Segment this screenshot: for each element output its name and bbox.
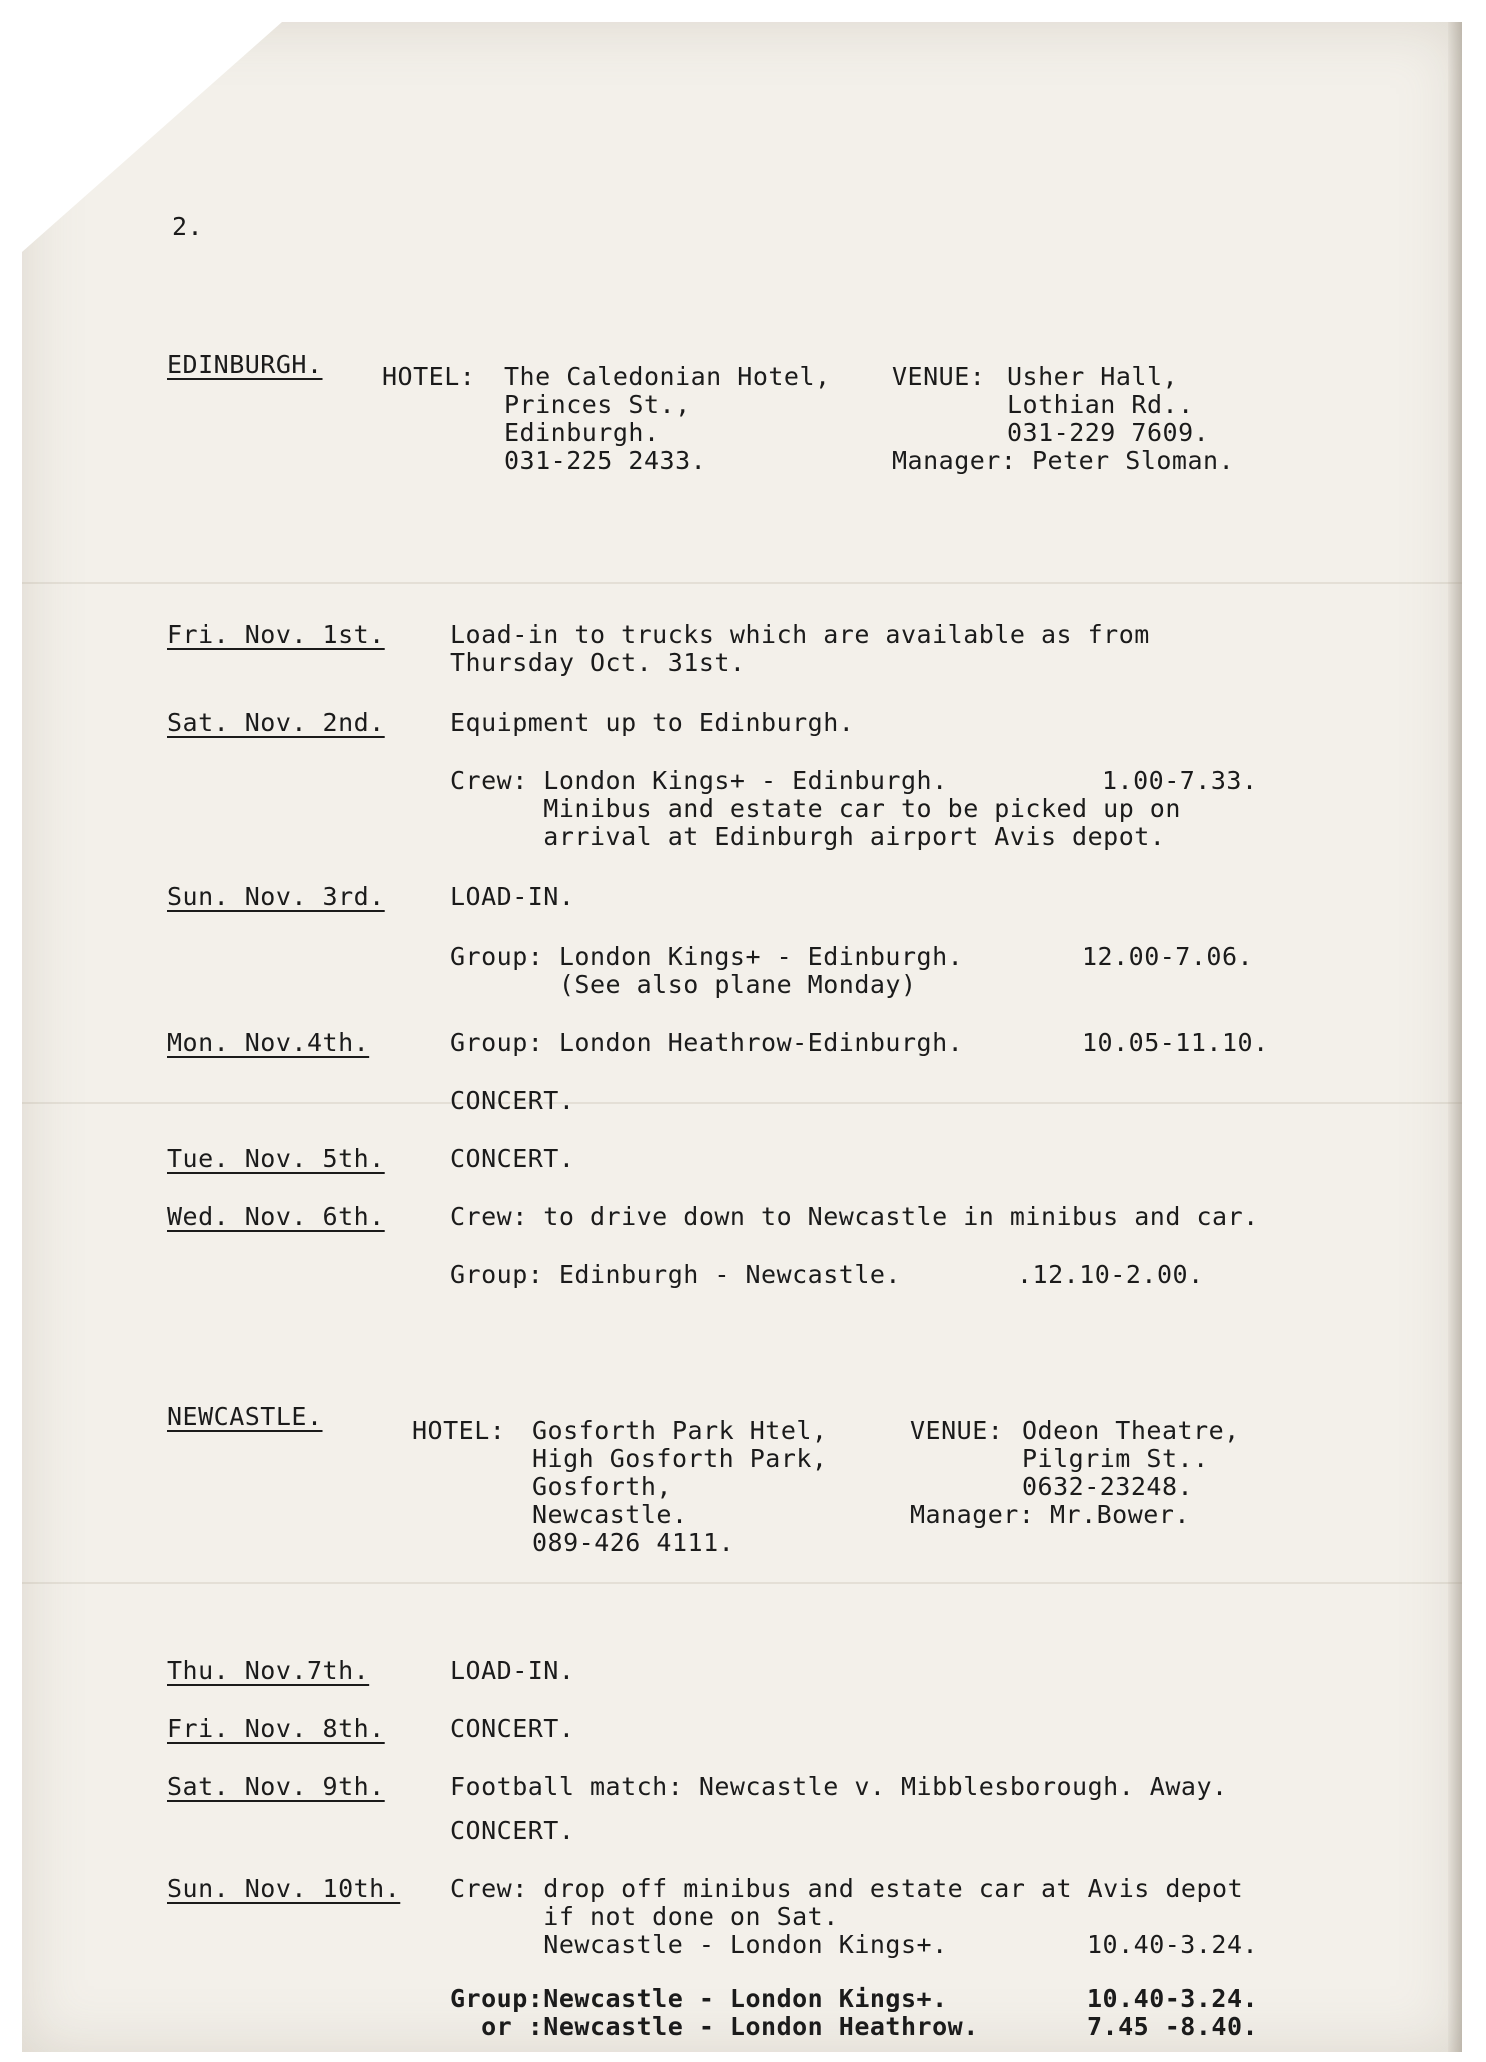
hotel-line: The Caledonian Hotel, [504, 362, 831, 391]
paper-crease [22, 1102, 1462, 1104]
schedule-entry: LOAD-IN. [450, 1656, 575, 1685]
hotel-label: HOTEL: [382, 362, 476, 391]
hotel-line: 089-426 4111. [532, 1528, 735, 1557]
venue-line: Odeon Theatre, [1022, 1416, 1240, 1445]
schedule-entry: Load-in to trucks which are available as from [450, 620, 1150, 649]
venue-line: 0632-23248. [1022, 1472, 1194, 1501]
schedule-time: 10.40-3.24. [1087, 1984, 1259, 2013]
schedule-entry: CONCERT. [450, 1816, 575, 1845]
schedule-entry: Group:Newcastle - London Kings+. [450, 1984, 948, 2013]
schedule-time: .12.10-2.00. [1017, 1260, 1204, 1289]
schedule-date: Mon. Nov.4th. [167, 1028, 370, 1057]
schedule-time: 12.00-7.06. [1082, 942, 1254, 971]
schedule-time: 10.05-11.10. [1082, 1028, 1269, 1057]
schedule-entry: or :Newcastle - London Heathrow. [450, 2012, 979, 2041]
schedule-date: Tue. Nov. 5th. [167, 1144, 385, 1173]
schedule-entry: Newcastle - London Kings+. [450, 1930, 948, 1959]
schedule-entry: CONCERT. [450, 1144, 575, 1173]
hotel-line: Edinburgh. [504, 418, 660, 447]
schedule-time: 10.40-3.24. [1087, 1930, 1259, 1959]
schedule-date: Sat. Nov. 2nd. [167, 708, 385, 737]
city-heading-edinburgh: EDINBURGH. [167, 350, 323, 379]
schedule-entry: Group: London Heathrow-Edinburgh. [450, 1028, 964, 1057]
city-heading-newcastle: NEWCASTLE. [167, 1402, 323, 1431]
schedule-date: Fri. Nov. 1st. [167, 620, 385, 649]
venue-label: VENUE: [892, 362, 986, 391]
schedule-entry: Thursday Oct. 31st. [450, 648, 746, 677]
schedule-date: Sun. Nov. 3rd. [167, 882, 385, 911]
schedule-entry: CONCERT. [450, 1086, 575, 1115]
folded-corner [22, 22, 282, 252]
page-edge-shadow [1448, 22, 1462, 2052]
schedule-date: Sat. Nov. 9th. [167, 1772, 385, 1801]
venue-line: 031-229 7609. [1007, 418, 1210, 447]
schedule-time: 1.00-7.33. [1102, 766, 1258, 795]
hotel-line: Gosforth Park Htel, [532, 1416, 828, 1445]
schedule-entry: LOAD-IN. [450, 882, 575, 911]
venue-line: Pilgrim St.. [1022, 1444, 1209, 1473]
paper-crease [22, 1582, 1462, 1584]
schedule-time: 7.45 -8.40. [1087, 2012, 1259, 2041]
document-page [22, 22, 1462, 2052]
venue-manager: Manager: Mr.Bower. [910, 1500, 1190, 1529]
schedule-entry: arrival at Edinburgh airport Avis depot. [450, 822, 1166, 851]
schedule-date: Wed. Nov. 6th. [167, 1202, 385, 1231]
schedule-entry: Minibus and estate car to be picked up on [450, 794, 1181, 823]
schedule-date: Thu. Nov.7th. [167, 1656, 370, 1685]
page-number: 2. [172, 212, 204, 241]
venue-label: VENUE: [910, 1416, 1004, 1445]
schedule-date: Fri. Nov. 8th. [167, 1714, 385, 1743]
schedule-entry: CONCERT. [450, 1714, 575, 1743]
schedule-entry: if not done on Sat. [450, 1902, 839, 1931]
schedule-entry: Group: London Kings+ - Edinburgh. [450, 942, 964, 971]
hotel-line: 031-225 2433. [504, 446, 707, 475]
schedule-entry: Football match: Newcastle v. Mibblesborough. Away. [450, 1772, 1228, 1801]
venue-line: Lothian Rd.. [1007, 390, 1194, 419]
schedule-entry: (See also plane Monday) [450, 970, 917, 999]
hotel-line: Newcastle. [532, 1500, 688, 1529]
schedule-date: Sun. Nov. 10th. [167, 1874, 401, 1903]
venue-line: Usher Hall, [1007, 362, 1179, 391]
schedule-entry: Crew: drop off minibus and estate car at Avis depot [450, 1874, 1244, 1903]
hotel-line: High Gosforth Park, [532, 1444, 828, 1473]
hotel-label: HOTEL: [412, 1416, 506, 1445]
schedule-entry: Equipment up to Edinburgh. [450, 708, 855, 737]
hotel-line: Princes St., [504, 390, 691, 419]
venue-manager: Manager: Peter Sloman. [892, 446, 1235, 475]
schedule-entry: Crew: London Kings+ - Edinburgh. [450, 766, 948, 795]
schedule-entry: Group: Edinburgh - Newcastle. [450, 1260, 901, 1289]
schedule-entry: Crew: to drive down to Newcastle in minibus and car. [450, 1202, 1259, 1231]
paper-crease [22, 582, 1462, 584]
hotel-line: Gosforth, [532, 1472, 672, 1501]
